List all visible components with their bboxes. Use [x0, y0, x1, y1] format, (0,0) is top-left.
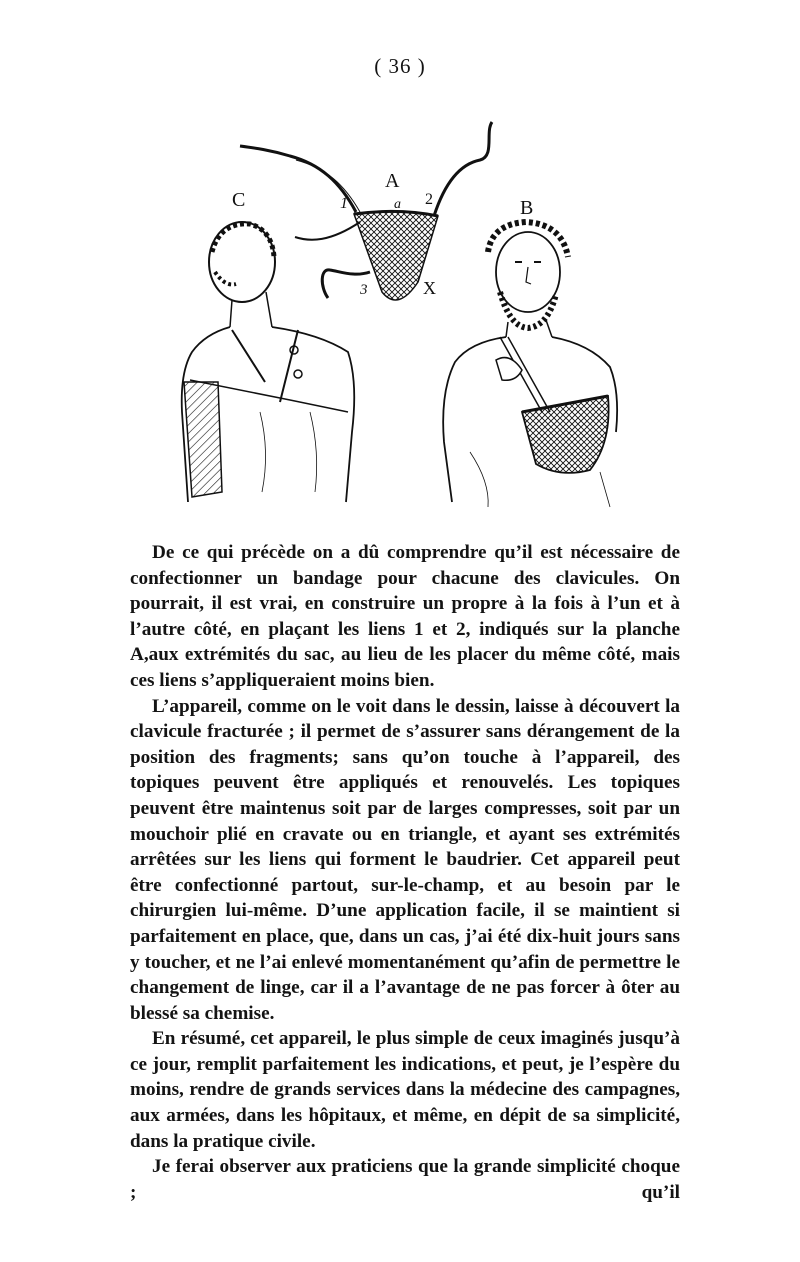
body-text — [130, 540, 680, 1205]
label-b: B — [520, 197, 534, 219]
label-c: C — [232, 189, 246, 211]
page-number: ( 36 ) — [374, 54, 426, 78]
label-a: A — [385, 170, 400, 192]
figure-c-back-view — [182, 222, 355, 502]
illustration-figure — [170, 112, 630, 522]
sling-a — [240, 122, 492, 300]
label-2: 2 — [425, 191, 433, 208]
paragraph-3: En résumé, cet appareil, le plus simple de ceux imaginés jusqu’à ce jour, remplit parfaitement les indications, et peut, je l’espère du moins, rendre de grands services dans la médecine des campagnes, aux armées, dans les hôpitaux, et même, en dépit de sa simplicité, dans la pratique civile. — [130, 1028, 680, 1152]
paragraph-1: De ce qui précède on a dû comprendre qu’il est nécessaire de confectionner un bandage pour chacune des clavicules. On pourrait, il est vrai, en construire un propre à la fois à l’un et à l’autre côté, en plaçant les liens 1 et 2, indiqués sur la planche A,aux extrémités du sac, au lieu de les placer du même côté, mais ces liens s’appliqueraient moins bien. — [130, 542, 680, 691]
paragraph-4: Je ferai observer aux praticiens que la grande simplicité choque ; qu’il — [130, 1156, 680, 1203]
paragraph-2: L’appareil, comme on le voit dans le dessin, laisse à découvert la clavicule fracturée ; il permet de s’assurer sans dérangement de la position des fragments; sans qu’on touche à l’appareil, des topiques peuvent être appliqués et renouvelés. Les topiques peuvent être maintenus soit par de larges compresses, soit par un mouchoir plié en cravate ou en triangle, et ayant ses extrémités arrêtées sur les liens qui forment le baudrier. Cet appareil peut être confectionné partout, sur-le-champ, et au besoin par le chirurgien lui-même. D’une application facile, il se maintient si parfaitement en place, que, dans un cas, j’ai été dix-huit jours sans y toucher, et ne l’ai enlevé momentanément qu’afin de permettre le changement de linge, car il a l’avantage de ne pas forcer à ôter au blessé sa chemise. — [130, 695, 680, 1024]
label-x: X — [423, 278, 436, 298]
label-3: 3 — [360, 282, 368, 298]
engraving-svg — [170, 112, 630, 522]
figure-b-front-view — [443, 222, 617, 507]
label-a-lowercase: a — [394, 197, 401, 212]
label-1: 1 — [340, 195, 348, 212]
